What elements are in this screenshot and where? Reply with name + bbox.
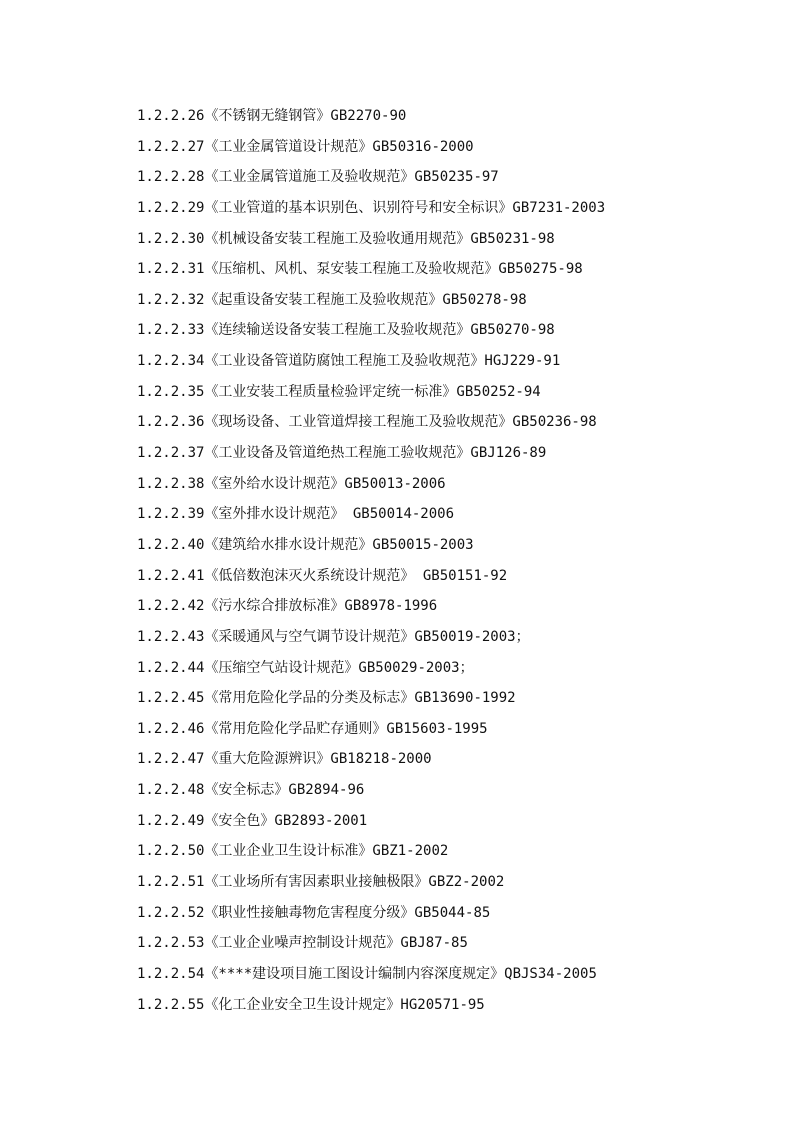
item-number: 1.2.2.41 [137,567,205,584]
list-item [137,714,777,745]
list-item [137,377,777,408]
item-number: 1.2.2.52 [137,904,205,921]
item-number: 1.2.2.49 [137,812,205,829]
item-text: 《工业安装工程质量检验评定统一标准》GB50252-94 [204,383,541,400]
item-number: 1.2.2.30 [137,230,205,247]
item-number: 1.2.2.29 [137,199,205,216]
item-text: 《采暖通风与空气调节设计规范》GB50019-2003； [204,628,530,645]
item-text: 《****建设项目施工图设计编制内容深度规定》QBJS34-2005 [204,965,597,982]
item-number: 1.2.2.55 [137,996,205,1013]
item-number: 1.2.2.36 [137,414,205,431]
list-item [137,836,777,867]
list-item [137,867,777,898]
item-number: 1.2.2.50 [137,843,205,860]
list-item [137,990,777,1021]
list-item [137,683,777,714]
item-text: 《工业企业卫生设计标准》GBZ1-2002 [204,843,449,860]
list-item [137,101,777,132]
item-text: 《连续输送设备安装工程施工及验收规范》GB50270-98 [204,322,555,339]
item-number: 1.2.2.28 [137,169,205,186]
item-number: 1.2.2.42 [137,598,205,615]
item-text: 《室外排水设计规范》 GB50014-2006 [204,506,455,523]
list-item [137,346,777,377]
list-item [137,591,777,622]
list-item [137,775,777,806]
item-text: 《工业场所有害因素职业接触极限》GBZ2-2002 [204,874,505,891]
list-item [137,744,777,775]
item-number: 1.2.2.33 [137,322,205,339]
list-item [137,132,777,163]
item-number: 1.2.2.43 [137,628,205,645]
item-number: 1.2.2.26 [137,108,205,124]
list-item [137,928,777,959]
item-text: 《化工企业安全卫生设计规定》HG20571-95 [204,996,485,1013]
item-text: 《起重设备安装工程施工及验收规范》GB50278-98 [204,291,527,308]
item-text: 《工业管道的基本识别色、识别符号和安全标识》GB7231-2003 [204,199,606,216]
item-text: 《机械设备安装工程施工及验收通用规范》GB50231-98 [204,230,555,247]
item-text: 《低倍数泡沫灭火系统设计规范》 GB50151-92 [204,567,508,584]
item-number: 1.2.2.31 [137,261,205,278]
item-text: 《职业性接触毒物危害程度分级》GB5044-85 [204,904,491,921]
item-text: 《常用危险化学品的分类及标志》GB13690-1992 [204,690,516,707]
item-number: 1.2.2.54 [137,965,205,982]
list-item [137,438,777,469]
list-item [137,959,777,990]
list-item [137,530,777,561]
list-item [137,224,777,255]
item-text: 《重大危险源辨识》GB18218-2000 [204,751,432,768]
list-item [137,407,777,438]
list-item [137,162,777,193]
list-item [137,315,777,346]
item-text: 《室外给水设计规范》GB50013-2006 [204,475,446,492]
list-item [137,806,777,837]
item-text: 《现场设备、工业管道焊接工程施工及验收规范》GB50236-98 [204,414,597,431]
item-number: 1.2.2.40 [137,536,205,553]
list-item [137,561,777,592]
item-text: 《工业金属管道设计规范》GB50316-2000 [204,138,474,155]
item-text: 《压缩机、风机、泵安装工程施工及验收规范》GB50275-98 [204,261,583,278]
item-number: 1.2.2.53 [137,935,205,952]
item-text: 《安全标志》GB2894-96 [204,782,365,799]
item-number: 1.2.2.44 [137,659,205,676]
item-number: 1.2.2.46 [137,720,205,737]
item-number: 1.2.2.38 [137,475,205,492]
list-item [137,285,777,316]
item-number: 1.2.2.45 [137,690,205,707]
list-item [137,653,777,684]
list-item [137,499,777,530]
list-item [137,193,777,224]
item-text: 《工业企业噪声控制设计规范》GBJ87-85 [204,935,468,952]
item-text: 《不锈钢无缝钢管》GB2270-90 [204,108,407,124]
item-number: 1.2.2.51 [137,874,205,891]
item-text: 《建筑给水排水设计规范》GB50015-2003 [204,536,474,553]
item-text: 《污水综合排放标准》GB8978-1996 [204,598,438,615]
item-text: 《常用危险化学品贮存通则》GB15603-1995 [204,720,488,737]
item-number: 1.2.2.47 [137,751,205,768]
list-item [137,622,777,653]
item-text: 《工业设备管道防腐蚀工程施工及验收规范》HGJ229-91 [204,353,561,370]
standards-list [137,101,777,1020]
item-number: 1.2.2.39 [137,506,205,523]
item-number: 1.2.2.35 [137,383,205,400]
item-text: 《工业设备及管道绝热工程施工验收规范》GBJ126-89 [204,445,547,462]
list-item [137,898,777,929]
list-item [137,254,777,285]
item-number: 1.2.2.48 [137,782,205,799]
item-text: 《压缩空气站设计规范》GB50029-2003； [204,659,474,676]
item-text: 《工业金属管道施工及验收规范》GB50235-97 [204,169,499,186]
item-number: 1.2.2.37 [137,445,205,462]
item-number: 1.2.2.32 [137,291,205,308]
item-text: 《安全色》GB2893-2001 [204,812,368,829]
list-item [137,469,777,500]
item-number: 1.2.2.34 [137,353,205,370]
item-number: 1.2.2.27 [137,138,205,155]
